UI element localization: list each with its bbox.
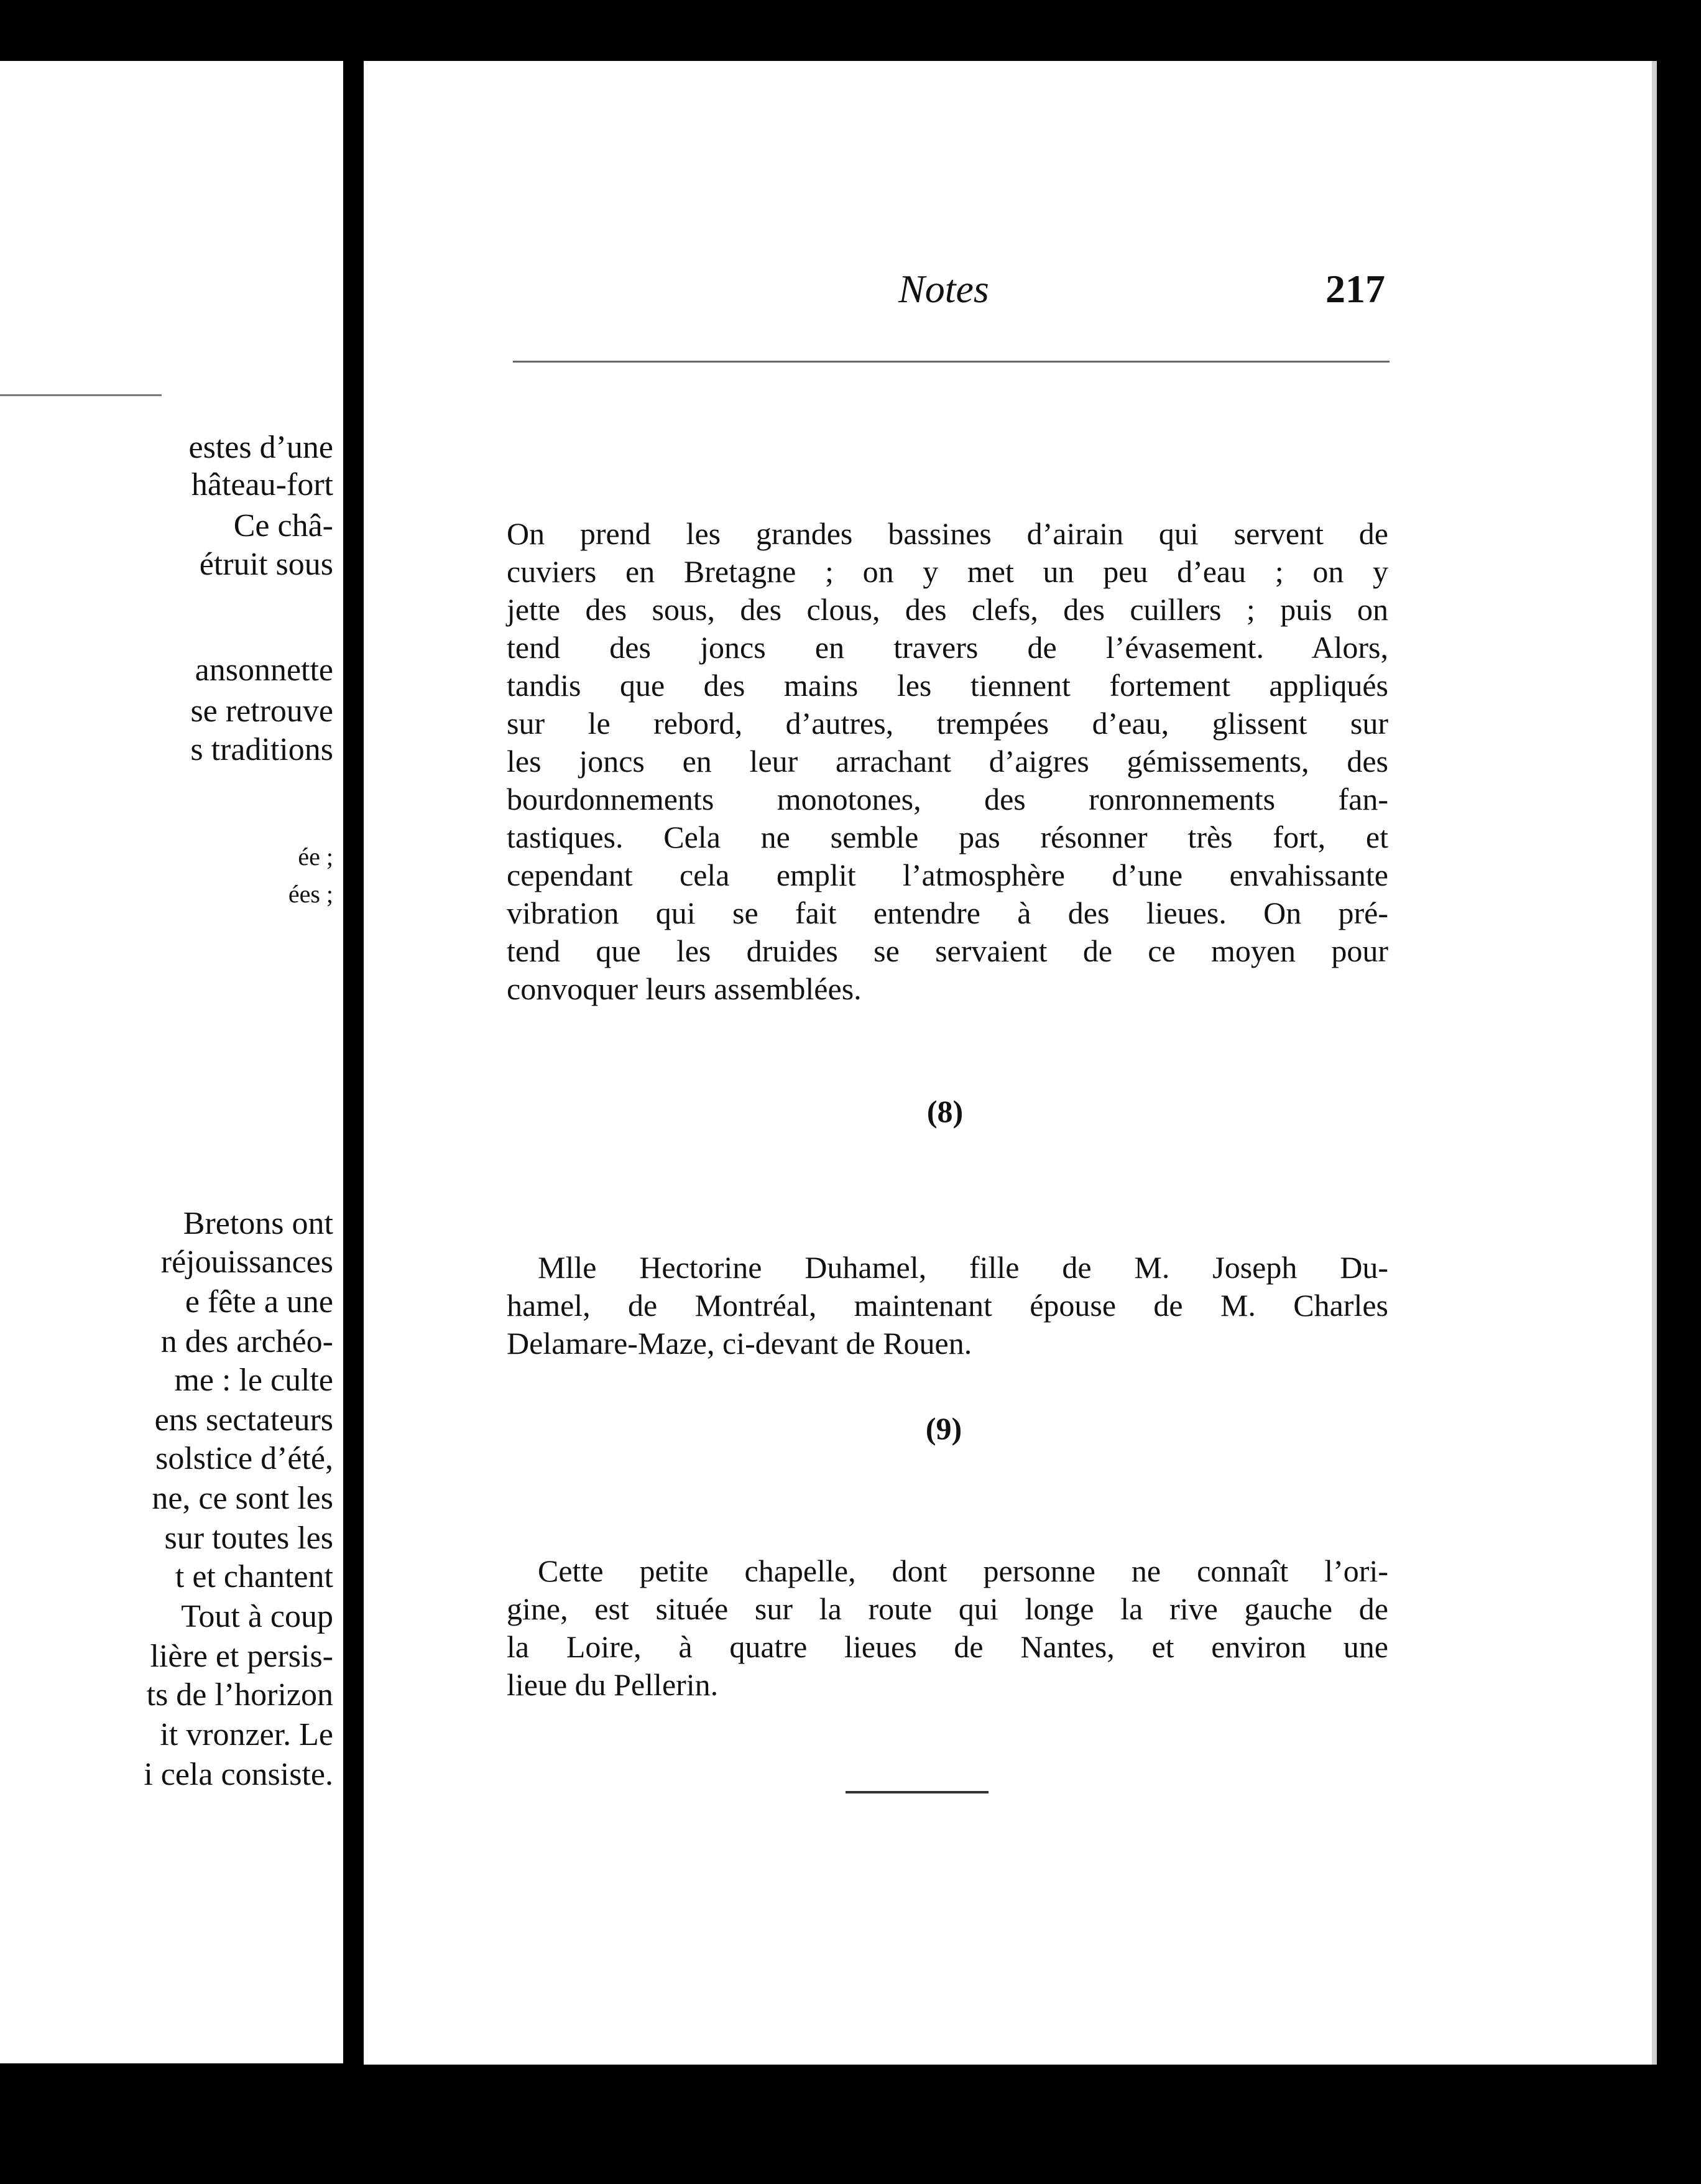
text-line: bourdonnements monotones, des ronronnements fan- [507, 782, 1388, 817]
text-line: lieue du Pellerin. [507, 1667, 719, 1702]
text-line: la Loire, à quatre lieues de Nantes, et environ une [507, 1629, 1388, 1664]
left-line: e fête a une [185, 1284, 333, 1320]
text-line: les joncs en leur arrachant d’aigres gémissements, des [507, 744, 1388, 779]
left-line: hâteau-fort [191, 467, 333, 502]
text-line: sur le rebord, d’autres, trempées d’eau, glissent sur [507, 706, 1388, 741]
note-paragraph-bassines [507, 515, 1388, 1008]
note-number-9: (9) [925, 1411, 962, 1446]
left-line: estes d’une [188, 430, 333, 465]
left-line: sur toutes les [164, 1520, 333, 1556]
text-line: cuviers en Bretagne ; on y met un peu d’eau ; on y [507, 554, 1388, 589]
left-line: ne, ce sont les [152, 1481, 333, 1516]
text-line: Delamare-Maze, ci-devant de Rouen. [507, 1326, 972, 1361]
left-line: it vronzer. Le [160, 1717, 333, 1752]
running-header-title: Notes [898, 267, 989, 311]
note-8-text [507, 1249, 1388, 1363]
page-edge [1652, 61, 1657, 2065]
left-line: étruit sous [199, 547, 333, 582]
text-line: Mlle Hectorine Duhamel, fille de M. Joseph Du- [538, 1250, 1388, 1285]
left-line: solstice d’été, [155, 1441, 333, 1476]
left-line: se retrouve [190, 693, 333, 729]
page-number: 217 [1325, 267, 1385, 311]
text-line: tastiques. Cela ne semble pas résonner très fort, et [507, 820, 1388, 854]
left-line: ansonnette [195, 652, 333, 688]
left-line: s traditions [190, 732, 333, 767]
left-line: réjouissances [160, 1244, 333, 1280]
left-page-fragment [0, 61, 343, 2063]
left-line: ées ; [288, 880, 333, 908]
text-line: cependant cela emplit l’atmosphère d’une envahissante [507, 858, 1388, 892]
left-line: ts de l’horizon [146, 1677, 333, 1713]
note-9-text [507, 1552, 1388, 1704]
text-line: jette des sous, des clous, des clefs, des cuillers ; puis on [507, 592, 1388, 627]
text-line: tend que les druides se servaient de ce moyen pour [507, 933, 1388, 968]
left-line: lière et persis- [150, 1639, 333, 1674]
left-page-rule [0, 394, 162, 396]
left-line: Ce châ- [233, 508, 333, 544]
left-line: me : le culte [174, 1363, 333, 1398]
note-number-8: (8) [926, 1094, 964, 1129]
end-rule [846, 1791, 989, 1793]
left-line: t et chantent [175, 1559, 333, 1594]
left-line: ée ; [298, 843, 333, 871]
left-line: n des archéo- [160, 1324, 333, 1359]
header-rule [513, 361, 1390, 363]
text-line: hamel, de Montréal, maintenant épouse de M. Charles [507, 1288, 1388, 1323]
text-line: On prend les grandes bassines d’airain qui servent de [507, 516, 1388, 551]
text-line: tandis que des mains les tiennent fortement appliqués [507, 668, 1388, 703]
left-line: ens sectateurs [154, 1402, 333, 1438]
page-217 [364, 61, 1652, 2065]
left-line: i cela consiste. [144, 1757, 333, 1792]
left-line: Bretons ont [183, 1206, 333, 1241]
text-line: vibration qui se fait entendre à des lieues. On pré- [507, 895, 1388, 930]
left-line: Tout à coup [181, 1599, 333, 1634]
text-line: gine, est située sur la route qui longe la rive gauche de [507, 1591, 1388, 1626]
text-line: tend des joncs en travers de l’évasement. Alors, [507, 630, 1388, 665]
text-line: Cette petite chapelle, dont personne ne connaît l’ori- [538, 1553, 1388, 1588]
text-line: convoquer leurs assemblées. [507, 971, 862, 1006]
